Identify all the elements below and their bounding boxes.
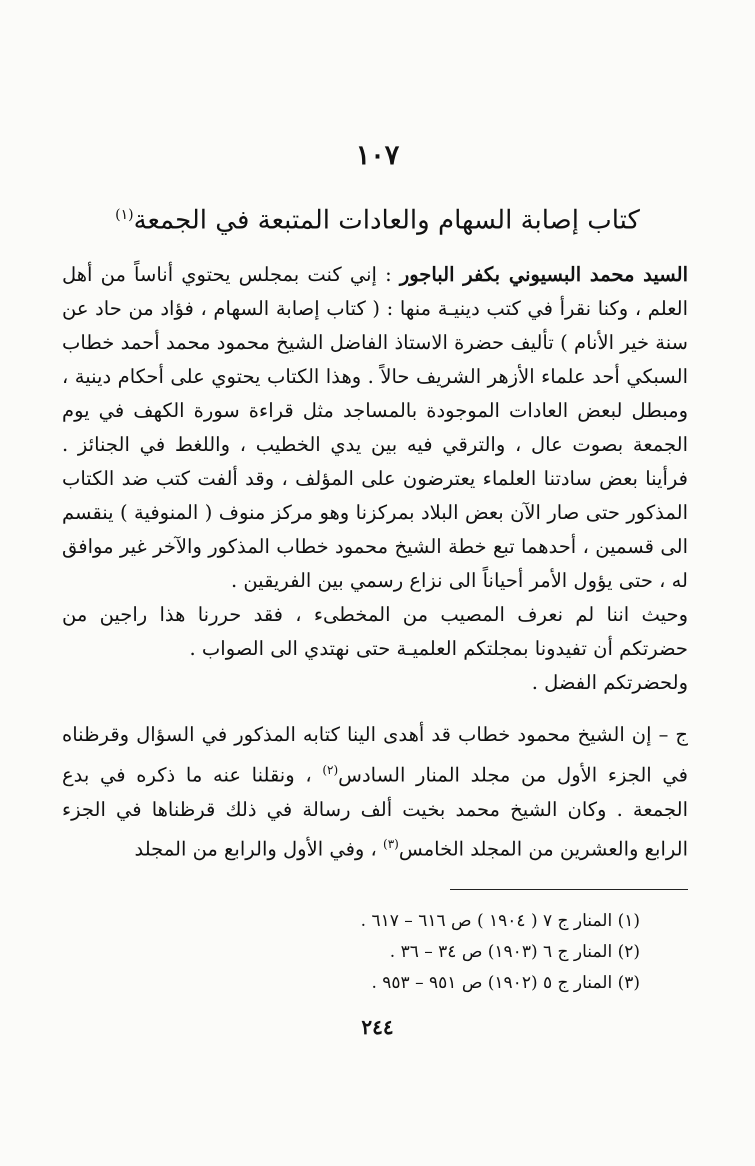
footnote-divider <box>450 889 688 890</box>
fatwa-title-text: كتاب إصابة السهام والعادات المتبعة في الجمعة <box>133 205 640 236</box>
answer-text-part2: ، ونقلنا عنه ما ذكره في بدع الجمعة . وكان الشيخ محمد بخيت ألف رسالة في ذلك قرظناها في الجزء الرابع والعشرين من المجلد الخامس <box>62 763 688 861</box>
fatwa-title <box>70 195 685 241</box>
answer-text-part1: ج – إن الشيخ محمود خطاب قد أهدى الينا كتابه المذكور في السؤال وقرظناه في الجزء الأول من مجلد المنار السادس <box>62 723 688 786</box>
answer-section <box>62 718 688 867</box>
question-signoff: ولحضرتكم الفضل . <box>531 671 688 694</box>
question-text: : إني كنت بمجلس يحتوي أناساً من أهل العلم ، وكنا نقرأ في كتب دينيـة منها : ( كتاب إصابة السهام ، فؤاد من حاد عن سنة خير الأنام ) تأليف حضرة الاستاذ الفاضل الشيخ محمود محمد أحمد خطاب السبكي أحد علماء الأزهر الشريف حالاً . وهذا الكتاب يحتوي على أحكام دينية ، ومبطل لبعض العادات الموجودة بالمساجد مثل قراءة سورة الكهف في يوم الجمعة بصوت عال ، والترقي فيه بين يدي الخطيب ، واللغط في الجنائز . فرأينا بعض سادتنا العلماء يعترضون على المؤلف ، وقد ألفت كتب ضد الكتاب المذكور حتى صار الآن بعض البلاد بمركزنا وهو مركز منوف ( المنوفية ) ينقسم الى قسمين ، أحدهما تبع خطة الشيخ محمود خطاب المذكور والآخر غير موافق له ، حتى يؤول الأمر أحياناً الى نزاع رسمي بين الفريقين . <box>62 263 688 592</box>
question-closing: وحيث اننا لم نعرف المصيب من المخطىء ، فقد حررنا هذا راجين من حضرتكم أن تفيدونا بمجلتكم العلميـة حتى نهتدي الى الصواب . <box>62 603 688 660</box>
footnotes-list <box>300 906 640 999</box>
answer-text-part3: ، وفي الأول والرابع من المجلد <box>134 837 377 861</box>
question-body <box>62 258 688 598</box>
question-sender: السيد محمد البسيوني بكفر الباجور <box>399 263 688 286</box>
footnote-item: (١) المنار ج ٧ ( ١٩٠٤ ) ص ٦١٦ – ٦١٧ . <box>360 911 640 931</box>
footnote-item: (٢) المنار ج ٦ (١٩٠٣) ص ٣٤ – ٣٦ . <box>389 942 640 962</box>
fatwa-number: ١٠٧ <box>355 140 400 171</box>
page-number: ٢٤٤ <box>361 1015 394 1039</box>
footnote-item: (٣) المنار ج ٥ (١٩٠٢) ص ٩٥١ – ٩٥٣ . <box>371 973 640 993</box>
footnote-marker-2: (٢) <box>322 762 339 777</box>
footnote-marker-3: (٣) <box>383 837 399 851</box>
answer-body <box>62 718 688 867</box>
question-section <box>62 258 688 700</box>
title-footnote-marker: (١) <box>115 207 134 223</box>
